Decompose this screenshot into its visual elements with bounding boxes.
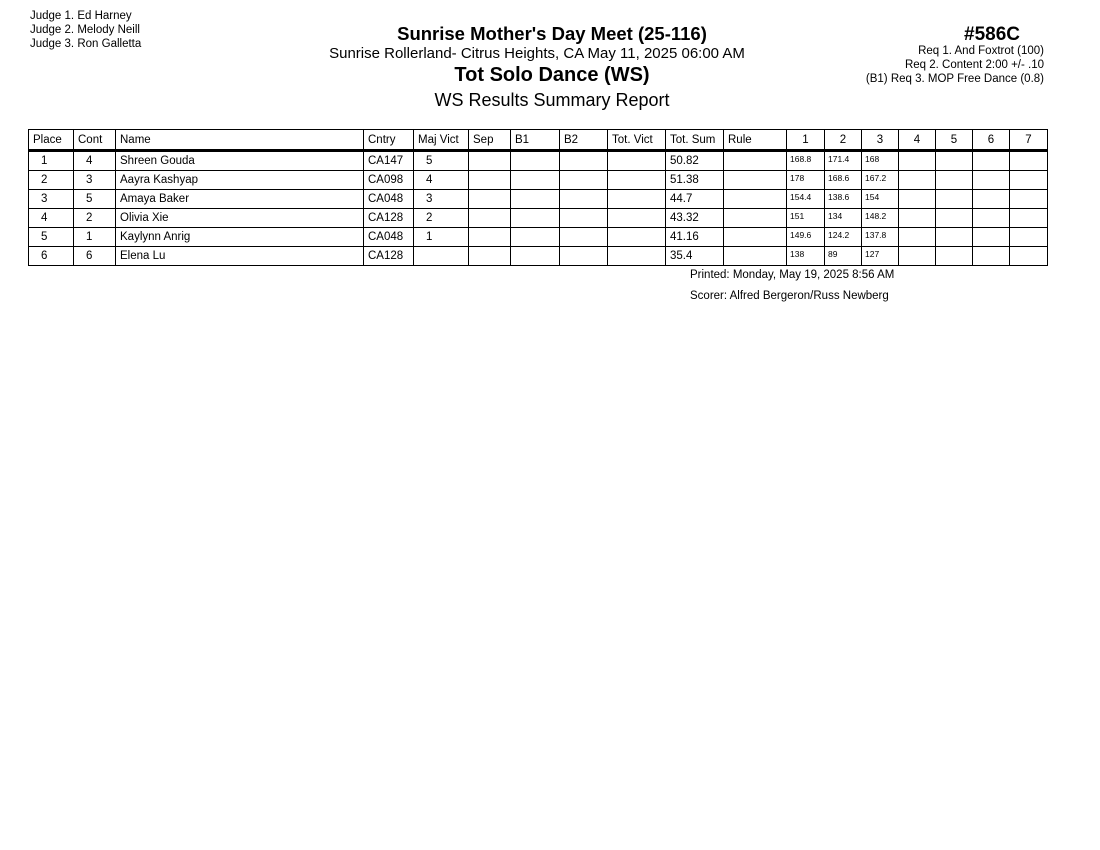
- cell-judge-1: 151: [787, 209, 825, 228]
- judge-name: Ed Harney: [77, 10, 132, 22]
- col-header-sep: Sep: [469, 130, 511, 151]
- cell-judge-4: [899, 171, 936, 190]
- cell-judge-2: 89: [825, 247, 862, 266]
- requirement-3: (B1) Req 3. MOP Free Dance (0.8): [865, 73, 1044, 85]
- cell-tot-vict: [608, 171, 666, 190]
- col-header-judge-1: 1: [787, 130, 825, 151]
- cell-judge-2: 124.2: [825, 228, 862, 247]
- cell-b2: [560, 209, 608, 228]
- cell-judge-4: [899, 247, 936, 266]
- cell-maj-vict: [414, 247, 469, 266]
- cell-place: 1: [29, 151, 74, 171]
- col-header-place: Place: [29, 130, 74, 151]
- cell-b1: [511, 228, 560, 247]
- scorer-names: Scorer: Alfred Bergeron/Russ Newberg: [690, 290, 889, 302]
- cell-judge-3: 148.2: [862, 209, 899, 228]
- cell-judge-6: [973, 190, 1010, 209]
- cell-tot-sum: 50.82: [666, 151, 724, 171]
- cell-judge-2: 168.6: [825, 171, 862, 190]
- cell-name: Amaya Baker: [116, 190, 364, 209]
- cell-judge-3: 168: [862, 151, 899, 171]
- cell-tot-vict: [608, 228, 666, 247]
- table-row: [29, 171, 1048, 190]
- cell-judge-1: 138: [787, 247, 825, 266]
- cell-cont: 1: [74, 228, 116, 247]
- cell-b2: [560, 151, 608, 171]
- cell-rule: [724, 190, 787, 209]
- cell-maj-vict: 5: [414, 151, 469, 171]
- cell-judge-5: [936, 171, 973, 190]
- cell-tot-vict: [608, 209, 666, 228]
- col-header-judge-2: 2: [825, 130, 862, 151]
- cell-sep: [469, 228, 511, 247]
- cell-judge-4: [899, 228, 936, 247]
- cell-judge-5: [936, 151, 973, 171]
- cell-judge-4: [899, 190, 936, 209]
- cell-cont: 2: [74, 209, 116, 228]
- cell-b2: [560, 228, 608, 247]
- cell-tot-sum: 41.16: [666, 228, 724, 247]
- cell-cntry: CA048: [364, 228, 414, 247]
- cell-judge-3: 154: [862, 190, 899, 209]
- cell-rule: [724, 209, 787, 228]
- cell-cont: 6: [74, 247, 116, 266]
- cell-tot-sum: 35.4: [666, 247, 724, 266]
- cell-cont: 4: [74, 151, 116, 171]
- col-header-judge-6: 6: [973, 130, 1010, 151]
- cell-b1: [511, 151, 560, 171]
- cell-place: 5: [29, 228, 74, 247]
- venue-date-line: Sunrise Rollerland- Citrus Heights, CA May 11, 2025 06:00 AM: [329, 45, 745, 62]
- judge-name: Melody Neill: [77, 24, 140, 36]
- cell-judge-7: [1010, 209, 1048, 228]
- table-row: [29, 247, 1048, 266]
- cell-b1: [511, 171, 560, 190]
- col-header-judge-4: 4: [899, 130, 936, 151]
- cell-judge-2: 171.4: [825, 151, 862, 171]
- cell-place: 4: [29, 209, 74, 228]
- cell-tot-vict: [608, 151, 666, 171]
- col-header-cont: Cont: [74, 130, 116, 151]
- judge-3: Judge 3. Ron Galletta: [30, 38, 142, 50]
- cell-judge-2: 138.6: [825, 190, 862, 209]
- cell-judge-3: 127: [862, 247, 899, 266]
- cell-judge-1: 178: [787, 171, 825, 190]
- col-header-b2: B2: [560, 130, 608, 151]
- cell-sep: [469, 247, 511, 266]
- cell-sep: [469, 151, 511, 171]
- cell-maj-vict: 2: [414, 209, 469, 228]
- cell-judge-7: [1010, 171, 1048, 190]
- cell-rule: [724, 228, 787, 247]
- judge-1: Judge 1. Ed Harney: [30, 10, 132, 22]
- cell-b1: [511, 190, 560, 209]
- cell-name: Olivia Xie: [116, 209, 364, 228]
- cell-tot-sum: 51.38: [666, 171, 724, 190]
- table-row: [29, 209, 1048, 228]
- cell-b2: [560, 247, 608, 266]
- cell-place: 3: [29, 190, 74, 209]
- judge-2: Judge 2. Melody Neill: [30, 24, 140, 36]
- cell-cont: 5: [74, 190, 116, 209]
- cell-judge-2: 134: [825, 209, 862, 228]
- cell-cntry: CA128: [364, 209, 414, 228]
- cell-judge-4: [899, 151, 936, 171]
- cell-judge-6: [973, 171, 1010, 190]
- table-row: [29, 151, 1048, 171]
- meet-title: Sunrise Mother's Day Meet (25-116): [397, 23, 707, 44]
- table-row: [29, 228, 1048, 247]
- cell-rule: [724, 247, 787, 266]
- col-header-name: Name: [116, 130, 364, 151]
- cell-rule: [724, 151, 787, 171]
- cell-cont: 3: [74, 171, 116, 190]
- cell-judge-7: [1010, 247, 1048, 266]
- cell-b2: [560, 171, 608, 190]
- cell-maj-vict: 1: [414, 228, 469, 247]
- cell-cntry: CA048: [364, 190, 414, 209]
- col-header-judge-3: 3: [862, 130, 899, 151]
- cell-judge-5: [936, 228, 973, 247]
- col-header-cntry: Cntry: [364, 130, 414, 151]
- cell-judge-1: 168.8: [787, 151, 825, 171]
- cell-maj-vict: 3: [414, 190, 469, 209]
- cell-judge-1: 149.6: [787, 228, 825, 247]
- cell-rule: [724, 171, 787, 190]
- cell-judge-5: [936, 209, 973, 228]
- requirements-list: [866, 44, 1044, 86]
- cell-judge-6: [973, 151, 1010, 171]
- cell-judge-7: [1010, 228, 1048, 247]
- cell-sep: [469, 209, 511, 228]
- cell-b1: [511, 209, 560, 228]
- cell-tot-sum: 44.7: [666, 190, 724, 209]
- cell-tot-vict: [608, 190, 666, 209]
- col-header-maj-vict: Maj Vict: [414, 130, 469, 151]
- cell-judge-6: [973, 228, 1010, 247]
- cell-cntry: CA147: [364, 151, 414, 171]
- cell-judge-4: [899, 209, 936, 228]
- cell-tot-sum: 43.32: [666, 209, 724, 228]
- event-code: #586C: [964, 24, 1020, 45]
- cell-cntry: CA098: [364, 171, 414, 190]
- col-header-tot-sum: Tot. Sum: [666, 130, 724, 151]
- requirement-1: Req 1. And Foxtrot (100): [918, 45, 1044, 57]
- cell-judge-6: [973, 209, 1010, 228]
- col-header-b1: B1: [511, 130, 560, 151]
- table-row: [29, 190, 1048, 209]
- requirement-2: Req 2. Content 2:00 +/- .10: [904, 59, 1044, 71]
- cell-judge-5: [936, 247, 973, 266]
- cell-tot-vict: [608, 247, 666, 266]
- cell-sep: [469, 190, 511, 209]
- cell-maj-vict: 4: [414, 171, 469, 190]
- cell-judge-3: 167.2: [862, 171, 899, 190]
- cell-judge-1: 154.4: [787, 190, 825, 209]
- cell-name: Aayra Kashyap: [116, 171, 364, 190]
- col-header-rule: Rule: [724, 130, 787, 151]
- cell-judge-7: [1010, 151, 1048, 171]
- col-header-judge-5: 5: [936, 130, 973, 151]
- cell-cntry: CA128: [364, 247, 414, 266]
- cell-sep: [469, 171, 511, 190]
- cell-b2: [560, 190, 608, 209]
- cell-place: 2: [29, 171, 74, 190]
- col-header-tot-vict: Tot. Vict: [608, 130, 666, 151]
- cell-judge-3: 137.8: [862, 228, 899, 247]
- col-header-judge-7: 7: [1010, 130, 1048, 151]
- event-title: Tot Solo Dance (WS): [454, 64, 650, 86]
- cell-b1: [511, 247, 560, 266]
- cell-judge-5: [936, 190, 973, 209]
- cell-name: Kaylynn Anrig: [116, 228, 364, 247]
- cell-judge-7: [1010, 190, 1048, 209]
- report-title: WS Results Summary Report: [434, 90, 670, 110]
- cell-place: 6: [29, 247, 74, 266]
- printed-timestamp: Printed: Monday, May 19, 2025 8:56 AM: [690, 269, 895, 281]
- cell-name: Elena Lu: [116, 247, 364, 266]
- judge-name: Ron Galletta: [77, 38, 142, 50]
- cell-judge-6: [973, 247, 1010, 266]
- table-header-row: [29, 130, 1048, 151]
- results-table: [28, 129, 1048, 266]
- cell-name: Shreen Gouda: [116, 151, 364, 171]
